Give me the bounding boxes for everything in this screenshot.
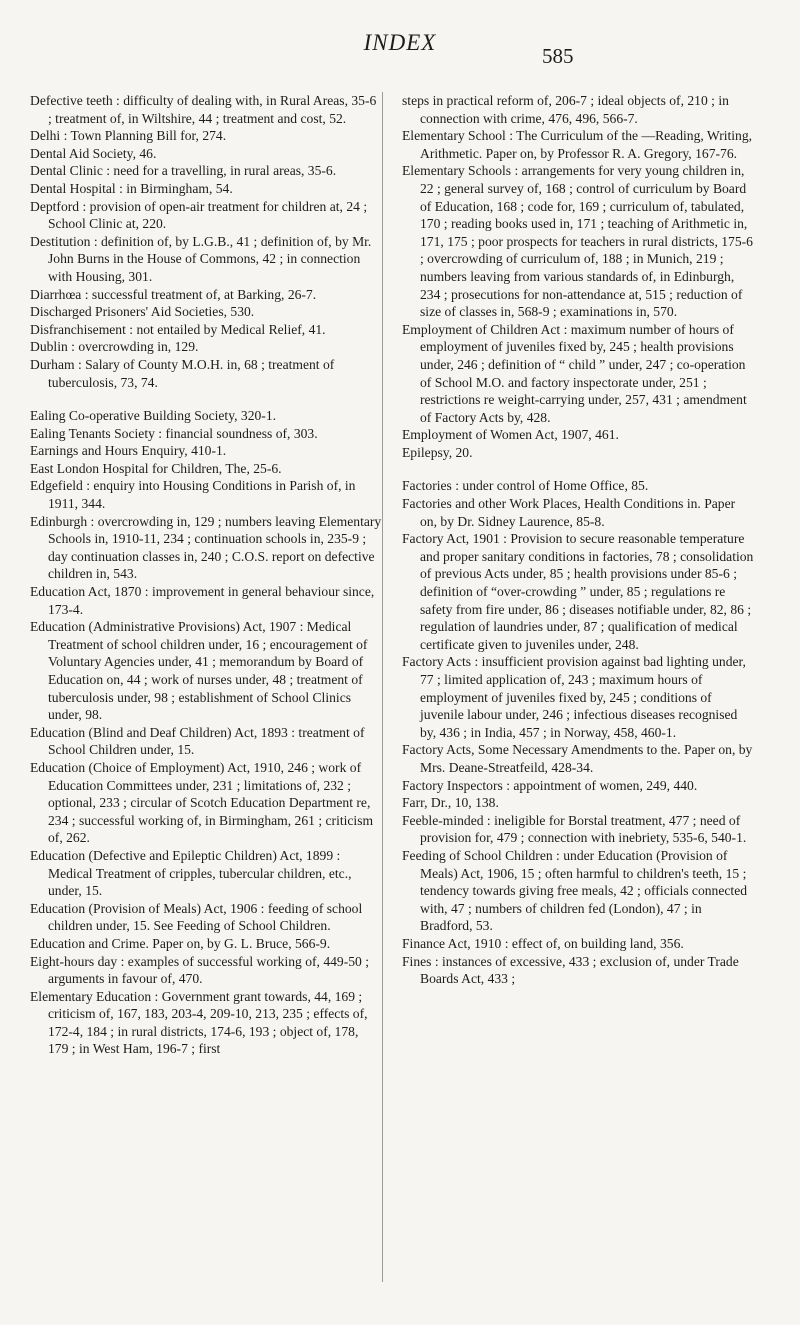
right-column (402, 92, 754, 988)
index-entry: Farr, Dr., 10, 138. (402, 795, 499, 811)
index-entry: Dublin : overcrowding in, 129. (30, 339, 199, 355)
index-entry: Dental Hospital : in Birmingham, 54. (30, 180, 233, 196)
index-entry: Factory Act, 1901 : Provision to secure reasonable temperature and proper sanitary conditions in factories, 78 ; consolidation of previous Acts under, 85 ; health provisions under 85-6 ; definition of “over-crowding ” under, 85 ; regulations re safety from fire under, 86 ; diseases notifiable under, 82, 86 ; regulation of laundries under, 87 ; qualification of medical certificate given to juveniles under, 248. (402, 531, 754, 652)
index-entry: Elementary School : The Curriculum of the —Reading, Writing, Arithmetic. Paper on, by Professor R. A. Gregory, 167-76. (402, 128, 753, 161)
index-entry: Elementary Education : Government grant towards, 44, 169 ; criticism of, 167, 183, 203-4, 209-10, 213, 235 ; effects of, 172-4, 184 ; in rural districts, 174-6, 193 ; object of, 178, 179 ; in West Ham, 196-7 ; first (30, 988, 368, 1057)
index-entry: Durham : Salary of County M.O.H. in, 68 ; treatment of tuberculosis, 73, 74. (30, 356, 335, 390)
index-entry: Elementary Schools : arrangements for very young children in, 22 ; general survey of, 168 ; control of curriculum by Board of Education, 168 ; code for, 169 ; curriculum of, tabulated, 170 ; reading books used in, 171 ; teaching of Arithmetic in, 171, 175 ; poor prospects for teachers in rural districts, 175-6 ; overcrowding of curriculum of, 188 ; in Munich, 219 ; numbers leaving from various standards of, in Edinburgh, 234 ; prosecutions for non-attendance at, 515 ; reduction of size of classes in, 568-9 ; examinations in, 570. (402, 163, 753, 320)
index-entry: Destitution : definition of, by L.G.B., 41 ; definition of, by Mr. John Burns in the House of Commons, 42 ; in connection with Housing, 301. (30, 233, 372, 284)
index-entry: Dental Aid Society, 46. (30, 145, 157, 161)
index-entry: Epilepsy, 20. (402, 444, 473, 460)
index-entry: Discharged Prisoners' Aid Societies, 530. (30, 304, 255, 320)
index-entry: Employment of Children Act : maximum number of hours of employment of juveniles fixed by, 245 ; health provisions under, 246 ; definition of “ child ” under, 247 ; co-operation of School M.O. and factory inspectorate under, 251 ; restrictions re weight-carrying under, 257, 431 ; amendment of Factory Acts by, 428. (402, 321, 747, 425)
index-entry: Disfranchisement : not entailed by Medical Relief, 41. (30, 321, 326, 337)
index-entry: Education (Administrative Provisions) Act, 1907 : Medical Treatment of school children under, 16 ; encouragement of Voluntary Agencies under, 41 ; memorandum by Board of Education on, 44 ; work of nurses under, 48 ; treatment of tuberculosis under, 98 ; establishment of School Clinics under, 98. (30, 619, 368, 723)
index-entry: Delhi : Town Planning Bill for, 274. (30, 128, 227, 144)
index-entry: Education (Provision of Meals) Act, 1906 : feeding of school children under, 15. See Feeding of School Children. (30, 900, 363, 934)
index-entry: Factory Inspectors : appointment of women, 249, 440. (402, 777, 698, 793)
index-entry: Edgefield : enquiry into Housing Conditions in Parish of, in 1911, 344. (30, 478, 356, 512)
index-entry: Factory Acts, Some Necessary Amendments to the. Paper on, by Mrs. Deane-Streatfeild, 428-34. (402, 742, 753, 775)
index-entry: Education (Blind and Deaf Children) Act, 1893 : treatment of School Children under, 15. (30, 724, 365, 758)
index-entry: steps in practical reform of, 206-7 ; ideal objects of, 210 ; in connection with crime, 476, 496, 566-7. (402, 93, 729, 126)
index-entry: Dental Clinic : need for a travelling, in rural areas, 35-6. (30, 163, 337, 179)
index-entry: Factory Acts : insufficient provision against bad lighting under, 77 ; limited application of, 243 ; maximum hours of employment of juveniles fixed by, 245 ; conditions of juvenile labour under, 246 ; infectious diseases recognised by, 436 ; in India, 457 ; in Norway, 458, 460-1. (402, 654, 746, 740)
page-title: INDEX (363, 30, 437, 55)
index-entry: Factories : under control of Home Office, 85. (402, 478, 649, 494)
column-divider (382, 92, 383, 1282)
index-entry: Education (Defective and Epileptic Children) Act, 1899 : Medical Treatment of cripples, tubercular children, etc., under, 15. (30, 847, 352, 899)
index-entry: Ealing Tenants Society : financial soundness of, 303. (30, 425, 318, 441)
index-entry: Factories and other Work Places, Health Conditions in. Paper on, by Dr. Sidney Laurence, 85-8. (402, 496, 736, 529)
page-header (0, 30, 800, 70)
index-entry: Finance Act, 1910 : effect of, on building land, 356. (402, 935, 684, 951)
index-entry: Feeding of School Children : under Education (Provision of Meals) Act, 1906, 15 ; often harmful to children's teeth, 15 ; tendency towards giving free meals, 42 ; officials connected with, 47 ; numbers of children fed (London), 47 ; in Bradford, 53. (402, 847, 748, 934)
index-entry: Diarrhœa : successful treatment of, at Barking, 26-7. (30, 286, 317, 302)
page-number: 585 (542, 44, 574, 68)
index-entry: Defective teeth : difficulty of dealing with, in Rural Areas, 35-6 ; treatment of, in Wiltshire, 44 ; treatment and cost, 52. (30, 93, 377, 126)
left-column (30, 92, 382, 1058)
index-entry: Ealing Co-operative Building Society, 320-1. (30, 408, 277, 424)
index-entry: Eight-hours day : examples of successful working of, 449-50 ; arguments in favour of, 470. (30, 953, 370, 987)
index-entry: Education (Choice of Employment) Act, 1910, 246 ; work of Education Committees under, 231 ; limitations of, 232 ; optional, 233 ; circular of Scotch Education Department re, 234 ; successful working of, in Birmingham, 261 ; criticism of, 262. (30, 759, 374, 846)
index-entry: Education and Crime. Paper on, by G. L. Bruce, 566-9. (30, 935, 331, 951)
index-entry: Education Act, 1870 : improvement in general behaviour since, 173-4. (30, 584, 375, 617)
index-entry: Fines : instances of excessive, 433 ; exclusion of, under Trade Boards Act, 433 ; (402, 953, 739, 987)
index-entry: Edinburgh : overcrowding in, 129 ; numbers leaving Elementary Schools in, 1910-11, 234 ; continuation schools in, 235-9 ; day continuation classes in, 240 ; C.O.S. report on defective children in, 543. (30, 513, 382, 582)
index-entry: Deptford : provision of open-air treatment for children at, 24 ; School Clinic at, 220. (30, 198, 368, 232)
index-entry: Employment of Women Act, 1907, 461. (402, 427, 619, 443)
index-entry: Feeble-minded : ineligible for Borstal treatment, 477 ; need of provision for, 479 ; connection with inebriety, 535-6, 540-1. (402, 812, 747, 846)
index-entry: East London Hospital for Children, The, 25-6. (30, 460, 282, 476)
index-entry: Earnings and Hours Enquiry, 410-1. (30, 443, 227, 459)
